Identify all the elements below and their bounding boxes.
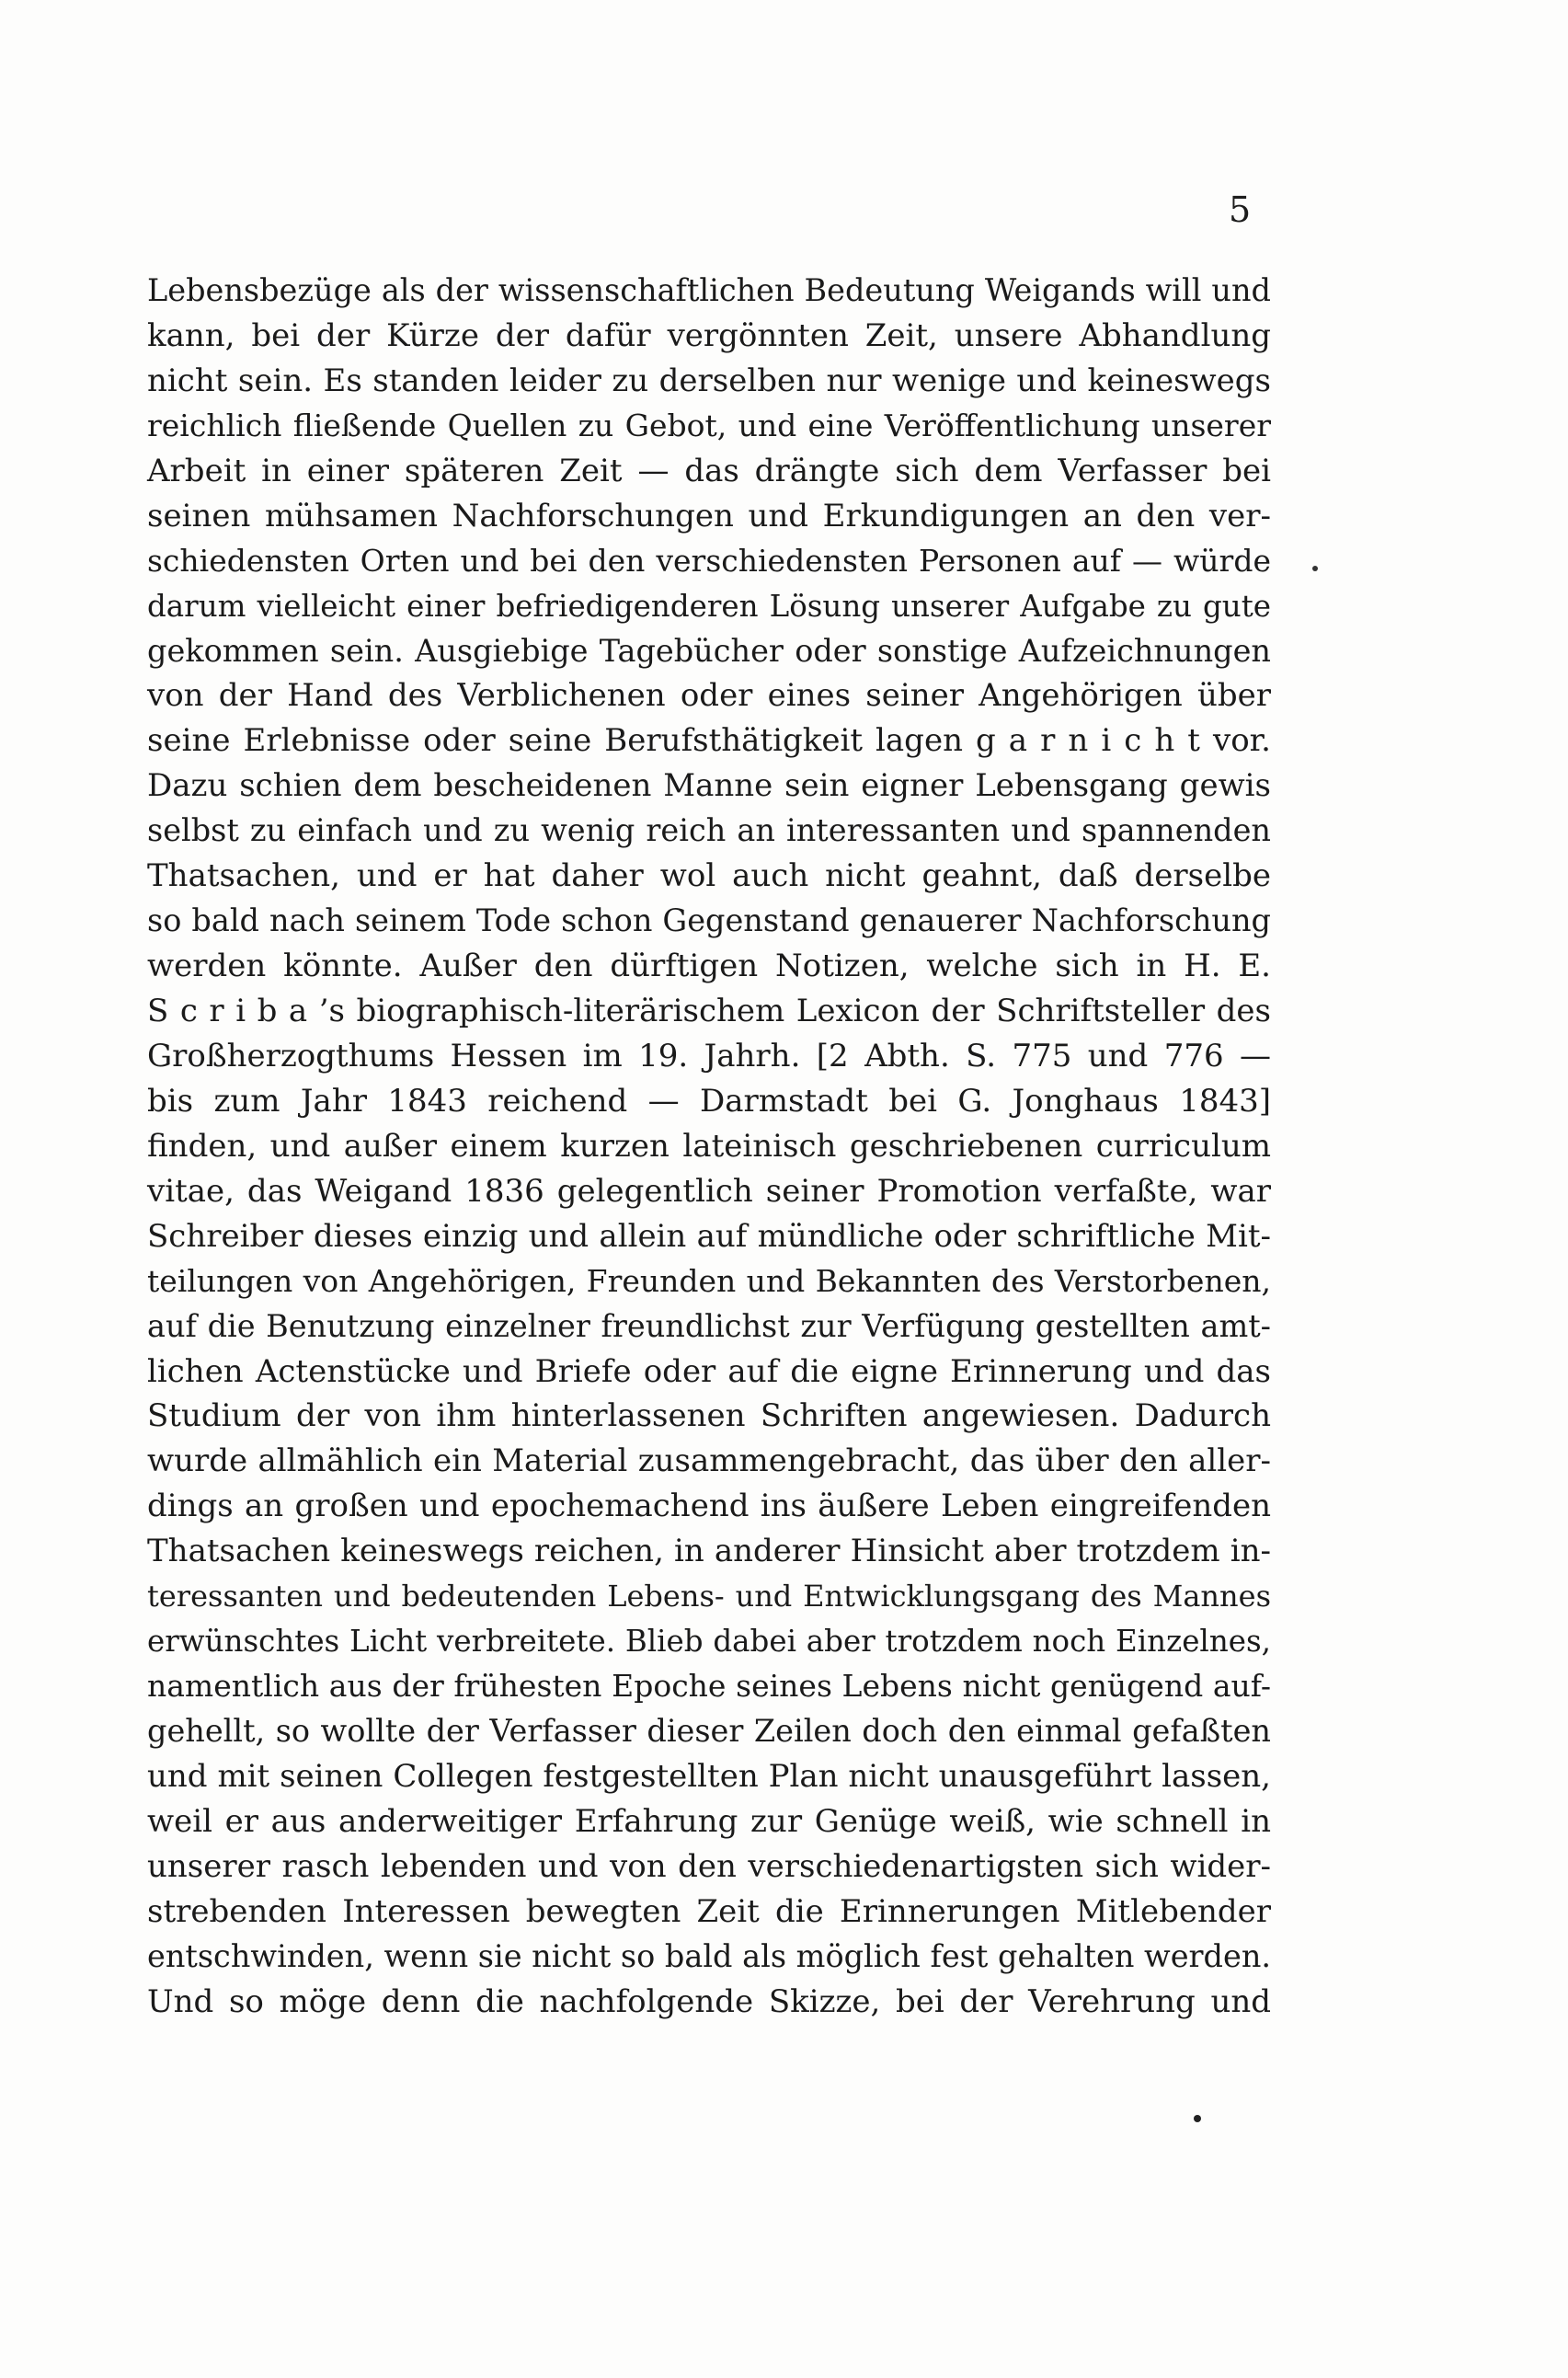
text-line: kann, bei der Kürze der dafür vergönnten Zeit, unsere Abhandlung — [147, 316, 1271, 354]
text-line: Studium der von ihm hinterlassenen Schriften angewiesen. Dadurch — [147, 1397, 1271, 1435]
text-line: seinen mühsamen Nachforschungen und Erkundigungen an den ver- — [147, 497, 1271, 534]
text-line: schiedensten Orten und bei den verschiedensten Personen auf — würde — [147, 542, 1271, 579]
text-line: erwünschtes Licht verbreitete. Blieb dabei aber trotzdem noch Einzelnes, — [147, 1624, 1271, 1660]
text-line: strebenden Interessen bewegten Zeit die Erinnerungen Mitlebender — [147, 1892, 1271, 1930]
text-line: auf die Benutzung einzelner freundlichst zur Verfügung gestellten amt- — [147, 1307, 1271, 1344]
ink-speck — [1194, 2115, 1201, 2122]
text-line: bis zum Jahr 1843 reichend — Darmstadt bei G. Jonghaus 1843] — [147, 1082, 1271, 1120]
text-line: Schreiber dieses einzig und allein auf mündliche oder schriftliche Mit- — [147, 1217, 1271, 1255]
text-line: und mit seinen Collegen festgestellten Plan nicht unausgeführt lassen, — [147, 1757, 1271, 1795]
text-line: S c r i b a ’s biographisch-literärischem Lexicon der Schriftsteller des — [147, 993, 1271, 1029]
text-line: von der Hand des Verblichenen oder eines seiner Angehörigen über — [147, 677, 1271, 715]
text-line: wurde allmählich ein Material zusammengebracht, das über den aller- — [147, 1442, 1271, 1480]
text-line: Arbeit in einer späteren Zeit — das drängte sich dem Verfasser bei — [147, 452, 1271, 489]
text-line: so bald nach seinem Tode schon Gegenstand genauerer Nachforschung — [147, 902, 1271, 939]
text-line: Thatsachen keineswegs reichen, in anderer Hinsicht aber trotzdem in- — [147, 1533, 1271, 1570]
text-line: finden, und außer einem kurzen lateinisch geschriebenen curriculum — [147, 1127, 1271, 1165]
text-line: Großherzogthums Hessen im 19. Jahrh. [2 Abth. S. 775 und 776 — — [147, 1037, 1271, 1074]
text-line: Und so möge denn die nachfolgende Skizze, bei der Verehrung und — [147, 1982, 1271, 2020]
text-line: weil er aus anderweitiger Erfahrung zur Genüge weiß, wie schnell in — [147, 1802, 1271, 1840]
text-line: reichlich fließende Quellen zu Gebot, und eine Veröffentlichung unserer — [147, 407, 1271, 443]
text-line: gehellt, so wollte der Verfasser dieser Zeilen doch den einmal gefaßten — [147, 1713, 1271, 1749]
text-line: unserer rasch lebenden und von den verschiedenartigsten sich wider- — [147, 1847, 1271, 1885]
text-line: entschwinden, wenn sie nicht so bald als möglich fest gehalten werden. — [147, 1937, 1272, 1974]
text-line: nicht sein. Es standen leider zu derselben nur wenige und keineswegs — [147, 362, 1271, 399]
body-text — [147, 269, 1271, 2025]
text-line: vitae, das Weigand 1836 gelegentlich seiner Promotion verfaßte, war — [147, 1172, 1271, 1210]
text-line: seine Erlebnisse oder seine Berufsthätigkeit lagen g a r n i c h t vor. — [147, 722, 1271, 760]
text-line: darum vielleicht einer befriedigenderen Lösung unserer Aufgabe zu gute — [147, 588, 1271, 624]
text-line: werden könnte. Außer den dürftigen Notizen, welche sich in H. E. — [147, 948, 1271, 985]
page-number: 5 — [1229, 190, 1252, 230]
text-line: Dazu schien dem bescheidenen Manne sein eigner Lebensgang gewis — [147, 767, 1271, 805]
text-line: lichen Actenstücke und Briefe oder auf die eigne Erinnerung und das — [147, 1352, 1271, 1390]
text-line: selbst zu einfach und zu wenig reich an interessanten und spannenden — [147, 812, 1271, 849]
ink-speck — [1312, 566, 1318, 571]
text-line: teressanten und bedeutenden Lebens- und Entwicklungsgang des Mannes — [147, 1579, 1271, 1614]
text-line: Lebensbezüge als der wissenschaftlichen Bedeutung Weigands will und — [147, 272, 1271, 308]
text-line: dings an großen und epochemachend ins äußere Leben eingreifenden — [147, 1488, 1271, 1525]
text-line: teilungen von Angehörigen, Freunden und Bekannten des Verstorbenen, — [147, 1262, 1271, 1299]
text-line: gekommen sein. Ausgiebige Tagebücher oder sonstige Aufzeichnungen — [147, 632, 1271, 669]
text-line: Thatsachen, und er hat daher wol auch nicht geahnt, daß derselbe — [147, 857, 1271, 895]
text-line: namentlich aus der frühesten Epoche seines Lebens nicht genügend auf- — [147, 1668, 1271, 1705]
